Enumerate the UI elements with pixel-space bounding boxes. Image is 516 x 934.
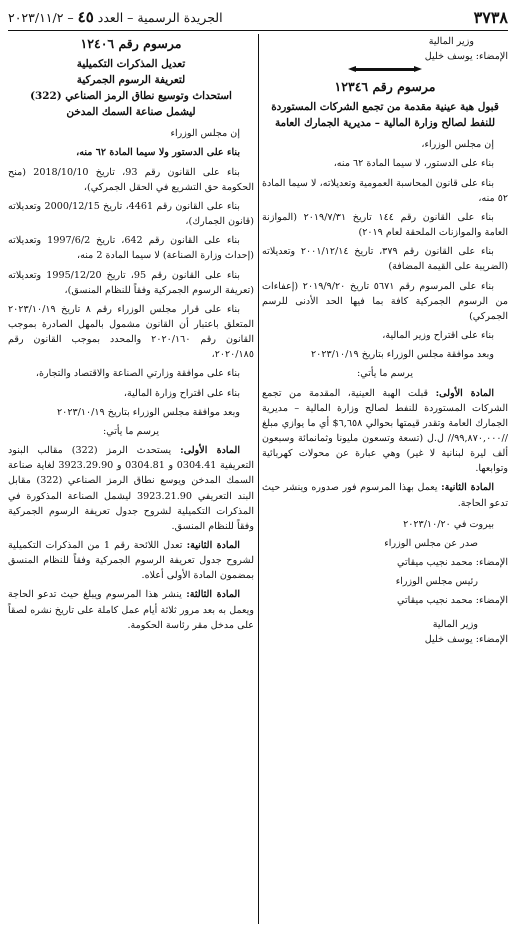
article-label: المادة الثالثة: [186, 589, 240, 601]
decree-12406-subject [8, 56, 254, 121]
preamble-item: بناء على القانون رقم 93، تاريخ 2018/10/10 (منح الحكومة حق التشريع في الحقل الجمركي)، [8, 166, 254, 193]
article-2 [8, 538, 254, 583]
top-minister-signature: الإمضاء: يوسف خليل [424, 51, 508, 63]
issue-number: ٤٥ [77, 8, 94, 26]
preamble-item: بناء على قانون المحاسبة العمومية وتعديلاته، لا سيما المادة ٥٢ منه، [262, 177, 508, 204]
article-text: قبلت الهبة العينية، المقدمة من تجمع الشركات المستوردة للنفط لصالح وزارة المالية – مديرية الجمارك العامة وتقدر قيمتها بحوالي ٦,٦٥٨$ أي ما يوازي مبلغ //٩٩,٨٧٠,٠٠٠// ل.ل (تسعة وتسعون مليونا وثمانمائة وسبعون ألف ليرة لبنانية لا غير) وهي عبارة عن محولات كهربائية وتوابعها. [262, 387, 508, 475]
top-minister-title: وزير المالية [428, 36, 474, 47]
article-3 [8, 587, 254, 632]
subject-line: ليشمل صناعة السمك المدخن [66, 106, 196, 119]
preamble-item: بناء على اقتراح وزير المالية، [382, 330, 494, 342]
article-label: المادة الثانية: [441, 482, 494, 494]
preamble-item: بناء على القانون رقم 95، تاريخ 1995/12/20 وتعديلاته (تعريفة الرسوم الجمركية وفقاً للنظام المنسق)، [8, 269, 254, 296]
subject-line: لتعريفة الرسوم الجمركية [76, 73, 186, 86]
decrees-line: يرسم ما يأتي: [356, 368, 414, 380]
decree-12346-intro: إن مجلس الوزراء، [421, 139, 494, 151]
decrees-line: يرسم ما يأتي: [102, 425, 160, 437]
subject-line: استحداث وتوسيع نطاق الرمز الصناعي (322) [30, 90, 232, 102]
signature-line: الإمضاء: يوسف خليل [424, 633, 508, 645]
preamble-item: بناء على القانون رقم 4461، تاريخ 2000/12/15 وتعديلاته (قانون الجمارك)، [8, 200, 254, 228]
article-text: يعمل بهذا المرسوم فور صدوره وينشر حيث تدعو الحاجة. [262, 482, 508, 509]
preamble-item: بناء على الدستور، لا سيما المادة ٦٢ منه، [333, 158, 494, 170]
column-divider [258, 34, 259, 924]
left-column [8, 34, 254, 930]
signature-line: الإمضاء: محمد نجيب ميقاتي [397, 595, 508, 607]
preamble-item: بناء على موافقة وزارتي الصناعة والاقتصاد والتجارة، [35, 368, 240, 380]
issued-by: صدر عن مجلس الوزراء [384, 537, 478, 549]
article-label: المادة الثانية: [186, 540, 240, 551]
pm-title: رئيس مجلس الوزراء [395, 576, 478, 588]
subject-line: تعديل المذكرات التكميلية [76, 57, 186, 70]
decree-12406-intro: إن مجلس الوزراء [170, 128, 240, 140]
section-separator [262, 68, 508, 71]
preamble-item: بناء على المرسوم رقم ٥٦٧١ تاريخ ٢٠١٩/٩/٢٠ (إعفاءات من الرسوم الجمركية كافة بما فيها الحد الأدنى للرسم الجمركي) [262, 280, 508, 322]
page-number: ٣٧٣٨ [473, 7, 508, 27]
preamble-item: وبعد موافقة مجلس الوزراء بتاريخ ٢٠٢٣/١٠/١٩ [57, 406, 240, 418]
decree-12346-title: مرسوم رقم ١٢٣٤٦ [334, 79, 436, 95]
preamble-item: بناء على قرار مجلس الوزراء رقم ٨ تاريخ ٢٠٢٣/١٠/١٩ المتعلق باعتبار أن القانون مشمول بالمهل الصادرة بموجب القانون رقم ٢٠٢٠/١٦٠ والمحدد بموجب القانون رقم ٢٠٢٠/١٨٥، [8, 303, 254, 361]
article-text: يستحدث الرمز (322) مقالب البنود التعريفية 0304.41 و 0304.81 و 3923.29.90 لغاية صناعة السمك المدخن ويوسع نطاق الرمز الصناعي (322) مقابل البند التعريفي 3923.21.90 ليشمل الصناعة المذكورة في المذكرات التكميلية لشروح جدول تعريفة الرسوم الجمركية وفقاً للنظام المنسق. [8, 445, 255, 532]
article-1 [8, 443, 254, 534]
preamble-item: بناء على القانون رقم ٣٧٩، تاريخ ٢٠٠١/١٢/١٤ وتعديلاته (الضريبة على القيمة المضافة) [262, 246, 508, 273]
right-column [262, 34, 508, 930]
decree-12406-title: مرسوم رقم ١٢٤٠٦ [80, 36, 182, 51]
article-label: المادة الأولى: [180, 445, 240, 457]
preamble-item: بناء على اقتراح وزارة المالية، [123, 387, 240, 399]
minister-title: وزير المالية [432, 618, 478, 630]
preamble-item: بناء على الدستور ولا سيما المادة ٦٢ منه، [76, 147, 240, 159]
article-2 [262, 480, 508, 510]
gazette-name: الجريدة الرسمية – العدد [97, 10, 223, 25]
preamble-item: بناء على القانون رقم ١٤٤ تاريخ ٢٠١٩/٧/٣١ (الموازنة العامة والموازنات الملحقة لعام ٢٠١٩) [262, 211, 508, 239]
article-label: المادة الأولى: [435, 387, 494, 399]
issue-date: بيروت في ٢٠٢٣/١٠/٢٠ [403, 518, 494, 530]
preamble-item: بناء على القانون رقم 642، تاريخ 1997/6/2 وتعديلاته (إحداث وزارة الصناعة) لا سيما المادة 2 منه، [8, 235, 254, 262]
gazette-issue-line [8, 8, 223, 26]
signature-line: الإمضاء: محمد نجيب ميقاتي [397, 557, 508, 569]
gazette-date: – ٢٠٢٣/١١/٢ [8, 10, 74, 25]
page-header [8, 6, 508, 31]
preamble-item: وبعد موافقة مجلس الوزراء بتاريخ ٢٠٢٣/١٠/١٩ [311, 349, 494, 361]
article-text: تعدل اللائحة رقم 1 من المذكرات التكميلية لشروح جدول تعريفة الرسوم الجمركية وفقاً للنظام المنسق بمضمون المادة الأولى أعلاه. [8, 540, 254, 582]
decree-12346-subject: قبول هبة عينية مقدمة من تجمع الشركات المستوردة للنفط لصالح وزارة المالية – مديرية الجمارك العامة [271, 101, 499, 130]
article-1 [262, 386, 508, 477]
article-text: ينشر هذا المرسوم ويبلغ حيث تدعو الحاجة ويعمل به بعد مرور ثلاثة أيام عمل كاملة على تاريخ نشره لصقاً على مدخل مقر رئاسة الحكومة. [8, 589, 254, 631]
